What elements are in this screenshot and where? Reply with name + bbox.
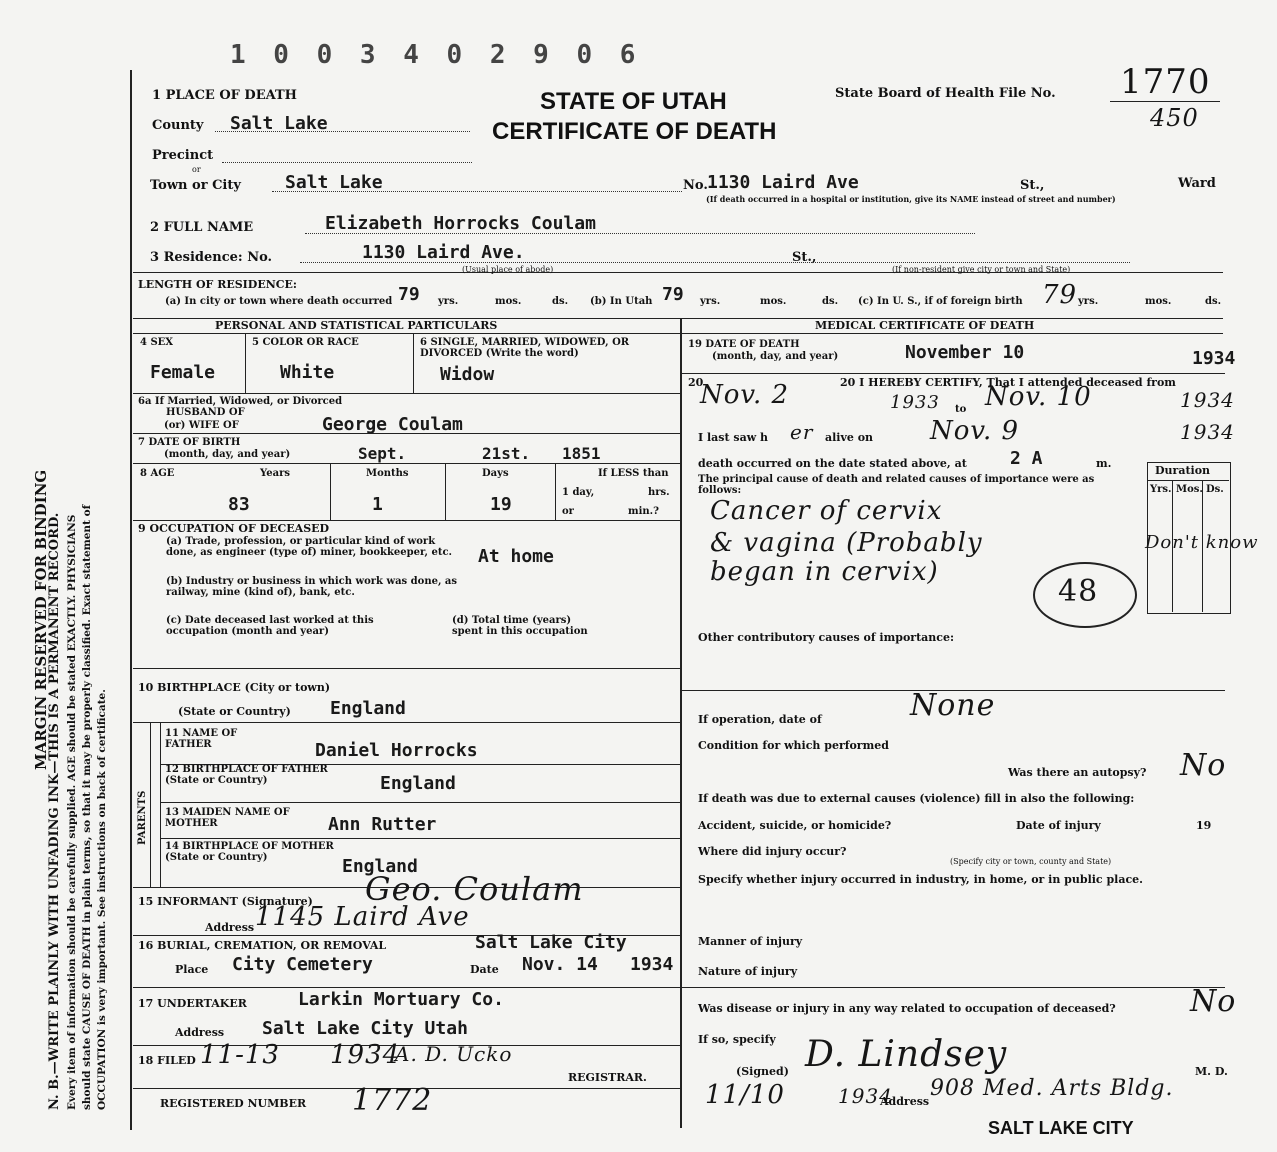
margin-instruction-2: should state CAUSE OF DEATH in plain terms, so that it may be properly classified. Exact statement of xyxy=(81,504,93,1110)
length-c-label: (c) In U. S., if of foreign birth xyxy=(858,296,1023,307)
length-a-yrs: yrs. xyxy=(438,296,459,307)
burial-place-label: Place xyxy=(175,963,209,976)
residence-note-1: (Usual place of abode) xyxy=(462,265,554,274)
left-border xyxy=(130,70,132,1130)
precinct-label: Precinct xyxy=(152,148,214,163)
operation-label: If operation, date of xyxy=(698,713,822,726)
ifso-label: If so, specify xyxy=(698,1033,776,1046)
med-date-sub: (month, day, and year) xyxy=(712,351,839,362)
med-time: 2 A xyxy=(1010,448,1043,469)
med-alive-year: 1934 xyxy=(1180,420,1235,444)
grid-h4 xyxy=(133,520,680,521)
duration-rule xyxy=(1147,480,1229,481)
dob-label-1: 7 DATE OF BIRTH xyxy=(138,437,241,448)
title-state: STATE OF UTAH xyxy=(540,88,727,115)
physician-addr: 908 Med. Arts Bldg. xyxy=(930,1076,1174,1101)
precinct-line xyxy=(222,162,472,163)
color-value: White xyxy=(280,362,335,383)
residence-label: 3 Residence: No. xyxy=(150,250,273,265)
undertaker-addr-label: Address xyxy=(175,1026,225,1039)
county-value: Salt Lake xyxy=(230,113,328,134)
street-label: St., xyxy=(1020,178,1045,193)
burial-place: City Cemetery xyxy=(232,954,373,975)
residence-note-2: (If non-resident give city or town and State) xyxy=(892,265,1071,274)
grid-h6 xyxy=(133,722,680,723)
husband-value: George Coulam xyxy=(322,414,463,435)
grid-v3 xyxy=(330,463,331,520)
dob-year: 1851 xyxy=(562,444,601,463)
occupation-c-label: (c) Date deceased last worked at this occupation (month and year) xyxy=(166,615,374,637)
mother-bp-value: England xyxy=(342,856,418,877)
grid-v4 xyxy=(445,463,446,520)
length-c-mos: mos. xyxy=(1145,296,1172,307)
grid-h12 xyxy=(133,987,680,988)
burial-date-label: Date xyxy=(470,963,499,976)
med-time-m: m. xyxy=(1096,457,1112,470)
med-certify-no: 20 xyxy=(688,376,704,389)
informant-signature: Geo. Coulam xyxy=(365,870,584,908)
med-to-label: to xyxy=(955,404,967,415)
age-day-label: 1 day, xyxy=(562,487,595,498)
cause-line-3: began in cervix) xyxy=(710,557,939,587)
center-divider xyxy=(680,318,682,1128)
related-label: Was disease or injury in any way related to occupation of deceased? xyxy=(698,1002,1116,1015)
grid-v5 xyxy=(555,463,556,520)
town-line xyxy=(272,191,682,192)
board-file-sub: 450 xyxy=(1150,104,1199,132)
medical-heading: MEDICAL CERTIFICATE OF DEATH xyxy=(815,319,1035,332)
signed-label: (Signed) xyxy=(736,1065,789,1078)
signed-year: 1934 xyxy=(838,1084,893,1108)
age-label: 8 AGE xyxy=(140,468,175,479)
med-occurred: death occurred on the date stated above, at xyxy=(698,457,967,470)
birthplace-label: 10 BIRTHPLACE (City or town) xyxy=(138,681,331,694)
dob-label-2: (month, day, and year) xyxy=(164,449,291,460)
dob-day: 21st. xyxy=(482,444,531,463)
where-note: (Specify city or town, county and State) xyxy=(950,857,1112,866)
place-note: (If death occurred in a hospital or institution, give its NAME instead of street and number) xyxy=(706,194,1116,204)
external-label: If death was due to external causes (violence) fill in also the following: xyxy=(698,792,1135,805)
marital-label: 6 SINGLE, MARRIED, WIDOWED, OR DIVORCED (Write the word) xyxy=(420,337,630,359)
grid-v2 xyxy=(413,333,414,393)
related-value: No xyxy=(1190,984,1237,1019)
sex-label: 4 SEX xyxy=(140,337,174,348)
undertaker-label: 17 UNDERTAKER xyxy=(138,997,247,1010)
mother-label: 13 MAIDEN NAME OF MOTHER xyxy=(165,807,290,829)
cause-code: 48 xyxy=(1058,574,1099,609)
length-a-mos: mos. xyxy=(495,296,522,307)
residence-line xyxy=(300,262,1130,263)
age-hrs-label: hrs. xyxy=(648,487,670,498)
dob-month: Sept. xyxy=(358,444,407,463)
title-certificate: CERTIFICATE OF DEATH xyxy=(492,118,777,145)
registered-label: REGISTERED NUMBER xyxy=(160,1097,307,1110)
contrib-label: Other contributory causes of importance: xyxy=(698,631,955,644)
county-label: County xyxy=(152,118,204,133)
md-label: M. D. xyxy=(1195,1065,1228,1078)
age-or-label: or xyxy=(562,506,574,517)
parents-v2 xyxy=(160,722,161,887)
board-file-label: State Board of Health File No. xyxy=(835,86,1056,101)
autopsy-value: No xyxy=(1180,748,1227,783)
full-name-label: 2 FULL NAME xyxy=(150,220,254,235)
parents-v1 xyxy=(150,722,151,887)
med-to: Nov. 10 xyxy=(985,382,1092,412)
duration-label: Duration xyxy=(1155,464,1211,477)
husband-label-2: HUSBAND OF xyxy=(166,407,245,418)
length-a-ds: ds. xyxy=(552,296,569,307)
length-c-yrs: yrs. xyxy=(1078,296,1099,307)
age-less-label: If LESS than xyxy=(598,468,669,479)
board-file-number: 1770 xyxy=(1120,62,1211,102)
manner-label: Manner of injury xyxy=(698,935,803,948)
father-bp-label: 12 BIRTHPLACE OF FATHER (State or Country) xyxy=(165,764,328,786)
town-label: Town or City xyxy=(150,178,241,193)
duration-ds: Ds. xyxy=(1206,484,1224,495)
board-file-rule xyxy=(1110,101,1220,102)
residence-value: 1130 Laird Ave. xyxy=(362,242,525,263)
age-months-label: Months xyxy=(366,468,409,479)
cause-duration: Don't know xyxy=(1145,532,1259,553)
med-from: Nov. 2 xyxy=(700,380,790,410)
length-label: LENGTH OF RESIDENCE: xyxy=(138,278,297,291)
occupation-d-label: (d) Total time (years) spent in this occupation xyxy=(452,615,588,637)
burial-label: 16 BURIAL, CREMATION, OR REMOVAL xyxy=(138,939,387,952)
physician-addr-label: Address xyxy=(880,1095,930,1108)
length-c-ds: ds. xyxy=(1205,296,1222,307)
filed-signature: A. D. Ucko xyxy=(395,1042,513,1066)
sex-value: Female xyxy=(150,362,216,383)
occupation-label: 9 OCCUPATION OF DECEASED xyxy=(138,522,330,535)
med-date-year: 1934 xyxy=(1192,348,1236,369)
informant-addr: 1145 Laird Ave xyxy=(255,902,470,932)
med-last-saw-her: er xyxy=(790,420,814,444)
age-years: 83 xyxy=(228,494,250,515)
burial-year: 1934 xyxy=(630,954,674,975)
burial-value: Salt Lake City xyxy=(475,932,627,953)
serial-number: 1 0 0 3 4 0 2 9 0 6 xyxy=(230,40,642,70)
length-b-value: 79 xyxy=(662,284,684,305)
county-line xyxy=(215,131,470,132)
ward-label: Ward xyxy=(1178,176,1216,191)
duration-mos: Mos. xyxy=(1176,484,1203,495)
med-alive: alive on xyxy=(825,431,874,444)
physician-signature: D. Lindsey xyxy=(805,1034,1008,1075)
margin-notice-text: N. B.—WRITE PLAINLY WITH UNFADING INK—THIS IS A PERMANENT RECORD. xyxy=(47,512,62,1110)
undertaker-value: Larkin Mortuary Co. xyxy=(298,989,504,1010)
residence-st-label: St., xyxy=(792,250,817,265)
med-rule-1 xyxy=(680,373,1225,374)
length-a-value: 79 xyxy=(398,284,420,305)
length-b-mos: mos. xyxy=(760,296,787,307)
town-value: Salt Lake xyxy=(285,172,383,193)
margin-binding-text: MARGIN RESERVED FOR BINDING xyxy=(32,469,50,770)
street-no-label: No. xyxy=(683,178,708,193)
birthplace-value: England xyxy=(330,698,406,719)
med-from-year: 1933 xyxy=(890,392,940,413)
med-date-label: 19 DATE OF DEATH xyxy=(688,339,800,350)
length-c-value: 79 xyxy=(1042,280,1078,310)
margin-instruction-1: Every item of information should be carefully supplied. AGE should be stated EXACTLY. PHYSICIANS xyxy=(66,514,78,1110)
color-label: 5 COLOR OR RACE xyxy=(252,337,359,348)
birthplace-state-label: (State or Country) xyxy=(178,705,291,718)
signed-date: 11/10 xyxy=(705,1080,785,1110)
accident-label: Accident, suicide, or homicide? xyxy=(698,819,892,832)
informant-label: 15 INFORMANT (Signature) xyxy=(138,895,313,908)
med-last-saw: I last saw h xyxy=(698,431,769,444)
med-cause-intro: The principal cause of death and related causes of importance were as follows: xyxy=(698,474,1095,496)
autopsy-label: Was there an autopsy? xyxy=(1008,766,1147,779)
condition-label: Condition for which performed xyxy=(698,739,889,752)
father-value: Daniel Horrocks xyxy=(315,740,478,761)
age-years-label: Years xyxy=(260,468,291,479)
grid-h1 xyxy=(133,393,680,394)
place-heading: 1 PLACE OF DEATH xyxy=(152,88,297,103)
or-label: or xyxy=(192,165,201,174)
med-certify: 20 I HEREBY CERTIFY, That I attended deceased from xyxy=(840,376,1176,389)
filed-year: 1934 xyxy=(330,1040,401,1070)
full-name-line xyxy=(305,233,975,234)
age-days-label: Days xyxy=(482,468,509,479)
father-bp-value: England xyxy=(380,773,456,794)
registrar-label: REGISTRAR. xyxy=(568,1071,647,1084)
grid-v1 xyxy=(245,333,246,393)
med-to-year: 1934 xyxy=(1180,388,1235,412)
occupation-a-value: At home xyxy=(478,546,554,567)
nature-label: Nature of injury xyxy=(698,965,798,978)
where-label: Where did injury occur? xyxy=(698,845,847,858)
filed-label: 18 FILED xyxy=(138,1054,196,1067)
age-min-label: min.? xyxy=(628,506,659,517)
margin-instruction-3: OCCUPATION is very important. See instructions on back of certificate. xyxy=(96,689,108,1110)
mother-bp-label: 14 BIRTHPLACE OF MOTHER (State or Country) xyxy=(165,841,334,863)
length-b-label: (b) In Utah xyxy=(590,296,653,307)
burial-date: Nov. 14 xyxy=(522,954,598,975)
grid-h8 xyxy=(160,802,680,803)
length-b-ds: ds. xyxy=(822,296,839,307)
rule-headings-bottom xyxy=(133,333,1223,334)
parents-label: PARENTS xyxy=(137,790,148,845)
length-a-label: (a) In city or town where death occurred xyxy=(165,296,393,307)
length-b-yrs: yrs. xyxy=(700,296,721,307)
informant-addr-label: Address xyxy=(205,921,255,934)
specify-label: Specify whether injury occurred in industry, in home, or in public place. xyxy=(698,873,1143,886)
husband-label-1: 6a If Married, Widowed, or Divorced xyxy=(138,396,343,407)
mother-value: Ann Rutter xyxy=(328,814,437,835)
med-rule-3 xyxy=(680,987,1225,988)
personal-heading: PERSONAL AND STATISTICAL PARTICULARS xyxy=(215,319,498,332)
med-alive-date: Nov. 9 xyxy=(930,416,1020,446)
cause-line-1: Cancer of cervix xyxy=(710,496,943,526)
city-stamp: SALT LAKE CITY xyxy=(988,1118,1134,1138)
filed-date: 11-13 xyxy=(200,1040,280,1070)
occupation-a-label: (a) Trade, profession, or particular kind of work done, as engineer (type of) miner, bookkeeper, etc. xyxy=(166,536,453,558)
grid-h5 xyxy=(133,668,680,669)
registered-number: 1772 xyxy=(352,1083,433,1118)
full-name-value: Elizabeth Horrocks Coulam xyxy=(325,213,596,234)
injury-year-label: 19 xyxy=(1196,819,1212,832)
occupation-b-label: (b) Industry or business in which work was done, as railway, mine (kind of), bank, etc. xyxy=(166,576,458,598)
injury-date-label: Date of injury xyxy=(1016,819,1101,832)
duration-yrs: Yrs. xyxy=(1150,484,1172,495)
age-months: 1 xyxy=(372,494,383,515)
grid-h9 xyxy=(160,838,680,839)
med-date: November 10 xyxy=(905,342,1025,363)
father-label: 11 NAME OF FATHER xyxy=(165,728,238,750)
undertaker-addr: Salt Lake City Utah xyxy=(262,1018,468,1039)
marital-value: Widow xyxy=(440,364,495,385)
cause-line-2: & vagina (Probably xyxy=(710,528,983,558)
husband-label-3: (or) WIFE OF xyxy=(164,420,239,431)
operation-value: None xyxy=(910,688,996,723)
grid-h3 xyxy=(133,463,680,464)
age-days: 19 xyxy=(490,494,512,515)
street-no-value: 1130 Laird Ave xyxy=(707,172,859,193)
